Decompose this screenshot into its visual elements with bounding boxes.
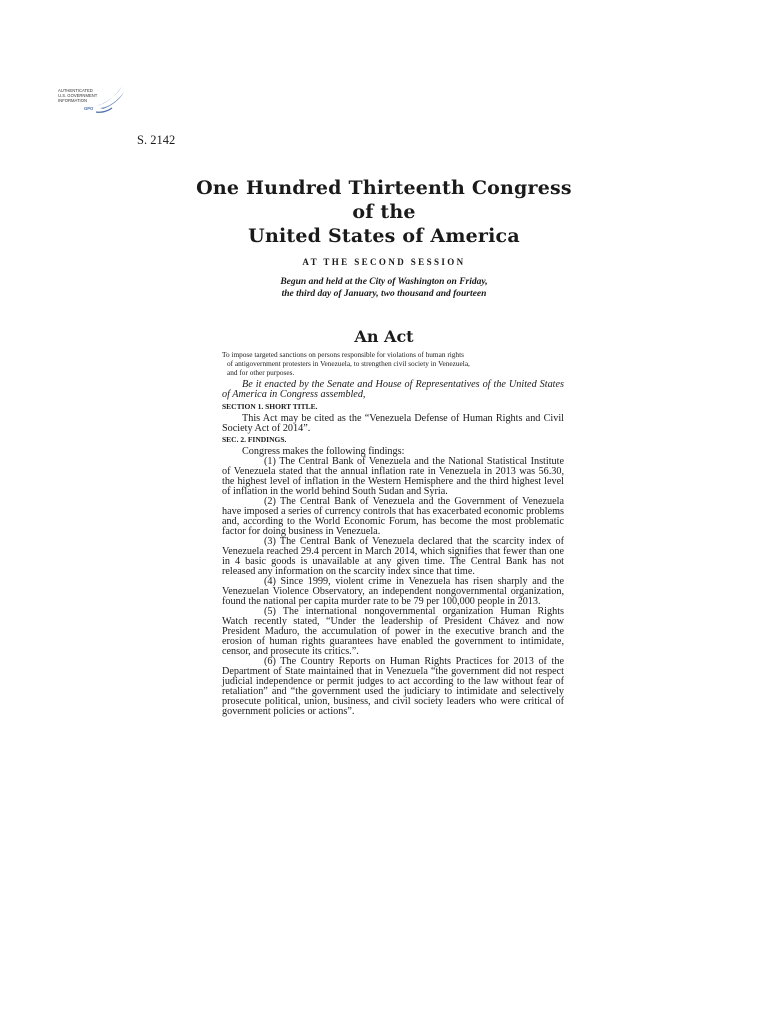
svg-text:AUTHENTICATED: AUTHENTICATED bbox=[58, 88, 93, 93]
act-body bbox=[222, 380, 564, 717]
svg-text:U.S. GOVERNMENT: U.S. GOVERNMENT bbox=[58, 93, 98, 98]
finding-4: (4) Since 1999, violent crime in Venezuela has risen sharply and the Venezuelan Violence Observatory, an independent nongovernmental organization, found the national per capita murder rate to be 79 per 100,000 people in 2013. bbox=[222, 576, 564, 607]
finding-3: (3) The Central Bank of Venezuela declared that the scarcity index of Venezuela reached 29.4 percent in March 2014, which signifies that fewer than one in 4 basic goods is unavailable at any given time. The Central Bank has not released any information on the scarcity index since that time. bbox=[222, 536, 564, 577]
section-1-text: This Act may be cited as the “Venezuela Defense of Human Rights and Civil Society Act of 2014”. bbox=[222, 413, 564, 434]
finding-1: (1) The Central Bank of Venezuela and the National Statistical Institute of Venezuela stated that the annual inflation rate in Venezuela in 2013 was 56.30, the highest level of inflation in the Western Hemisphere and the third highest level of inflation in the world behind South Sudan and Syria. bbox=[222, 456, 564, 497]
svg-text:INFORMATION: INFORMATION bbox=[58, 98, 87, 103]
findings-intro: Congress makes the following findings: bbox=[242, 446, 405, 457]
enacting-clause: Be it enacted by the Senate and House of Representatives of the United States of America in Congress assembled, bbox=[222, 379, 564, 400]
gpo-authenticated-logo bbox=[56, 84, 128, 114]
begun-line1: Begun and held at the City of Washington on Friday, bbox=[280, 277, 488, 287]
congress-title-line1: One Hundred Thirteenth Congress bbox=[196, 177, 572, 199]
section-2-heading: SEC. 2. FINDINGS. bbox=[222, 435, 287, 444]
begun-statement bbox=[0, 277, 768, 300]
finding-5: (5) The international nongovernmental organization Human Rights Watch recently stated, “Under the leadership of President Chávez and now President Maduro, the accumulation of power in the executive branch and the erosion of human rights guarantees have enabled the government to intimidate, censor, and prosecute its critics.”. bbox=[222, 606, 564, 657]
congress-title-line2: of the bbox=[352, 201, 416, 223]
purpose-line1: To impose targeted sanctions on persons responsible for violations of human rights bbox=[222, 350, 464, 359]
purpose-clause bbox=[222, 350, 564, 377]
section-1-heading: SECTION 1. SHORT TITLE. bbox=[222, 402, 318, 411]
finding-6: (6) The Country Reports on Human Rights Practices for 2013 of the Department of State maintained that in Venezuela “the government did not respect judicial independence or permit judges to act according to the law without fear of retaliation” and “the government used the judiciary to intimidate and selectively prosecute political, union, business, and civil society leaders who were critical of government policies or actions”. bbox=[222, 656, 564, 717]
act-title: An Act bbox=[354, 327, 414, 346]
finding-2: (2) The Central Bank of Venezuela and the Government of Venezuela have imposed a series of currency controls that has exacerbated economic problems and, according to the World Economic Forum, has become the most problematic factor for doing business in Venezuela. bbox=[222, 496, 564, 537]
session-label: AT THE SECOND SESSION bbox=[302, 257, 466, 267]
bill-number: S. 2142 bbox=[137, 133, 176, 147]
begun-line2: the third day of January, two thousand and fourteen bbox=[281, 288, 487, 299]
eagle-icon bbox=[56, 84, 128, 114]
congress-title bbox=[0, 176, 768, 248]
purpose-line2: of antigovernment protesters in Venezuela, to strengthen civil society in Venezuela, bbox=[227, 359, 470, 368]
congress-title-line3: United States of America bbox=[248, 225, 520, 247]
purpose-line3: and for other purposes. bbox=[227, 368, 295, 377]
svg-text:GPO: GPO bbox=[84, 106, 94, 111]
